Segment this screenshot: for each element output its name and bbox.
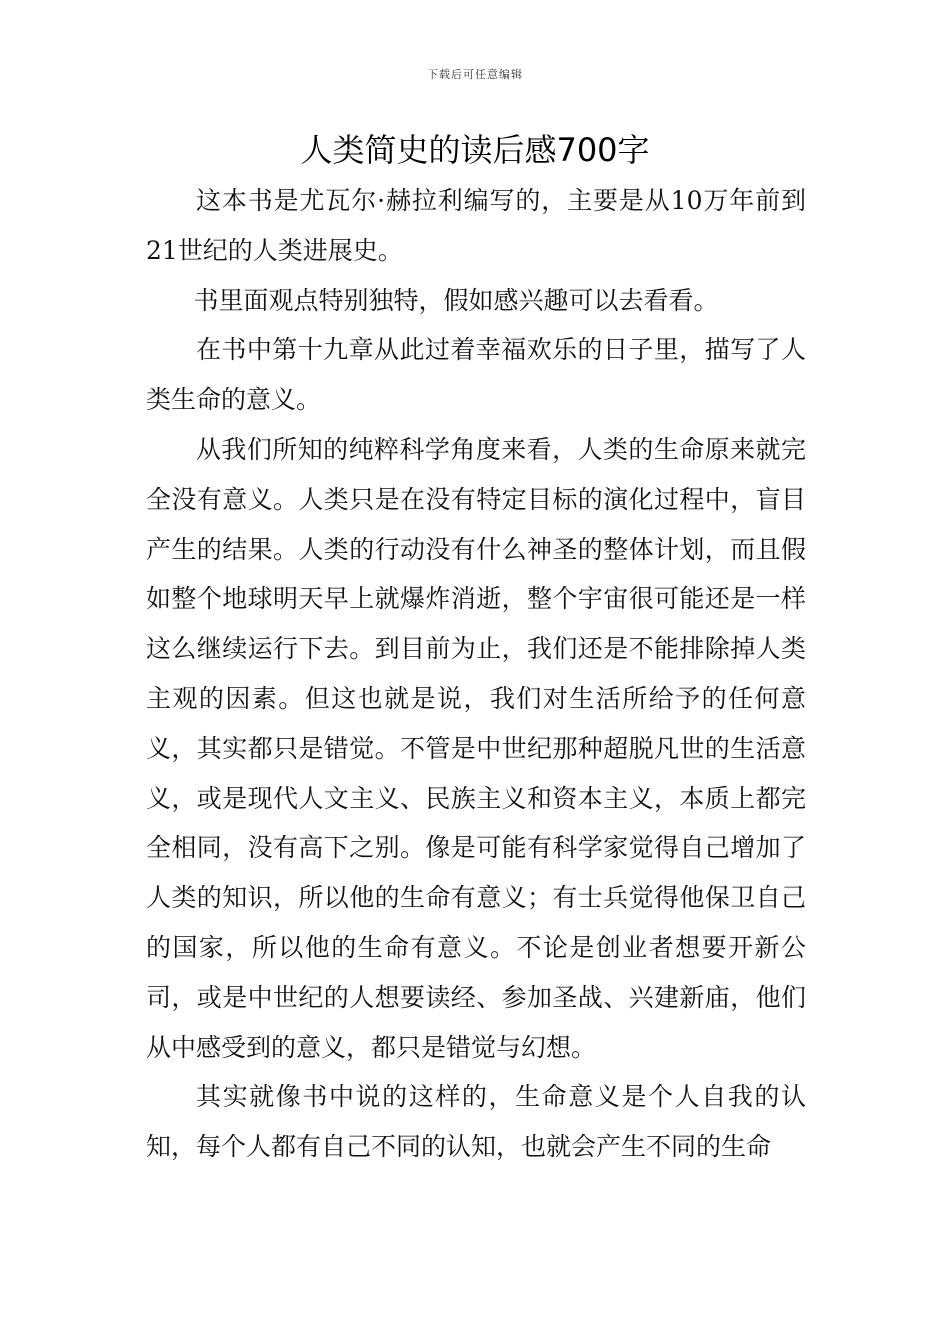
page-title: 人类简史的读后感700字 xyxy=(300,131,650,169)
paragraph: 书里面观点特别独特，假如感兴趣可以去看看。 xyxy=(193,285,719,315)
header-note: 下载后可任意编辑 xyxy=(427,68,523,81)
paragraph: 在书中第十九章从此过着幸福欢乐的日子里，描写了人类生命的意义。 xyxy=(146,335,806,415)
paragraph: 这本书是尤瓦尔·赫拉利编写的，主要是从10万年前到21世纪的人类进展史。 xyxy=(146,186,806,265)
paragraph: 其实就像书中说的这样的，生命意义是个人自我的认知，每个人都有自己不同的认知，也就会产生不同的生命 xyxy=(146,1082,806,1162)
document-body xyxy=(146,176,806,1172)
paragraph: 从我们所知的纯粹科学角度来看，人类的生命原来就完全没有意义。人类只是在没有特定目标的演化过程中，盲目产生的结果。人类的行动没有什么神圣的整体计划，而且假如整个地球明天早上就爆炸消逝，整个宇宙很可能还是一样这么继续运行下去。到目前为止，我们还是不能排除掉人类主观的因素。但这也就是说，我们对生活所给予的任何意义，其实都只是错觉。不管是中世纪那种超脱凡世的生活意义，或是现代人文主义、民族主义和资本主义，本质上都完全相同，没有高下之别。像是可能有科学家觉得自己增加了人类的知识，所以他的生命有意义；有士兵觉得他保卫自己的国家，所以他的生命有意义。不论是创业者想要开新公司，或是中世纪的人想要读经、参加圣战、兴建新庙，他们从中感受到的意义，都只是错觉与幻想。 xyxy=(146,434,806,1062)
